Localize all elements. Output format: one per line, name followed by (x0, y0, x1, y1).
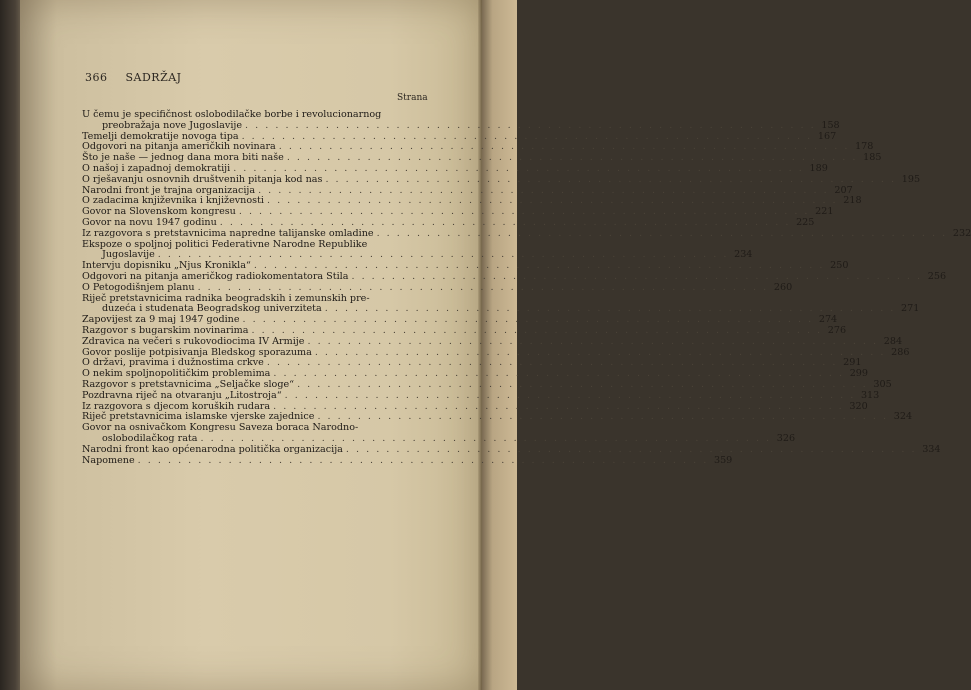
toc-entry-page: 276 (827, 324, 847, 336)
toc-entry-title: preobražaja nove Jugoslavije (102, 119, 243, 131)
table-of-contents (82, 109, 971, 466)
toc-entry-title: Ekspoze o spoljnoj politici Federativne Narodne Republike (82, 238, 368, 250)
toc-entry-title: Odgovori na pitanja američkog radiokomentatora Stila (82, 270, 349, 282)
leader-dots (282, 391, 856, 402)
toc-entry-title: Govor na osnivačkom Kongresu Saveza boraca Narodno- (82, 422, 359, 434)
toc-entry-page: 167 (817, 130, 837, 142)
toc-entry-page: 250 (830, 260, 849, 272)
toc-entry-title: Napomene (82, 454, 135, 466)
toc-entry-page: 234 (734, 249, 753, 261)
section-title: SADRŽAJ (125, 71, 182, 84)
toc-entry-page: 195 (901, 173, 921, 185)
toc-entry-title: Jugoslavije (102, 249, 155, 261)
toc-entry-title: O našoj i zapadnoj demokratiji (82, 162, 231, 174)
book-edge-left (0, 0, 22, 690)
leader-dots (314, 412, 888, 423)
toc-entry-page: 324 (893, 411, 913, 423)
toc-entry-page: 178 (855, 141, 874, 153)
toc-entry-page: 291 (843, 357, 862, 369)
toc-entry (82, 443, 941, 456)
toc-entry-title: Iz razgovora s pretstavnicima napredne talijanske omladine (82, 227, 374, 239)
toc-entry-title: O zadacima književnika i književnosti (82, 195, 264, 207)
page-header (85, 71, 435, 84)
page-number: 366 (85, 71, 108, 84)
toc-entry-page: 299 (849, 368, 868, 380)
toc-entry-page: 221 (815, 206, 834, 218)
toc-entry-page: 158 (821, 119, 840, 131)
toc-entry-title: Narodni front kao općenarodna politička organizacija (82, 443, 343, 455)
leader-dots (374, 229, 948, 240)
toc-entry (82, 454, 733, 467)
toc-entry-title: Riječ pretstavnicima radnika beogradskih i zemunskih pre- (82, 292, 370, 304)
toc-entry-title: Razgovor s pretstavnicima „Seljačke sloge“ (82, 378, 295, 390)
toc-entry-title: Intervju dopisniku „Njus Kronikla“ (82, 260, 251, 272)
toc-entry-page: 284 (883, 335, 903, 347)
toc-entry-title: Riječ pretstavnicima islamske vjerske zajednice (82, 411, 315, 423)
toc-entry-title: O rješavanju osnovnih društvenih pitanja kod nas (82, 173, 323, 185)
toc-entry-title: Što je naše — jednog dana mora biti naše (82, 152, 284, 164)
toc-entry-title: U čemu je specifičnost oslobodilačke borbe i revolucionarnog (82, 109, 382, 120)
toc-entry (82, 119, 840, 132)
toc-entry-title: Zapovijest za 9 maj 1947 godine (82, 314, 240, 326)
toc-entry-title: Odgovori na pitanja američkih novinara (82, 141, 276, 153)
toc-entry (82, 173, 921, 186)
toc-entry-page: 225 (796, 216, 815, 228)
toc-entry-page: 334 (922, 443, 941, 455)
leader-dots (135, 456, 709, 467)
toc-entry (82, 335, 903, 348)
toc-entry (82, 227, 971, 240)
leader-dots (304, 337, 878, 348)
toc-entry-page: 207 (834, 184, 853, 196)
toc-entry-title: Iz razgovora s djecom koruških rudara (82, 400, 271, 412)
leader-dots (343, 445, 917, 456)
toc-entry-page: 313 (860, 389, 880, 401)
toc-entry-title: Govor na novu 1947 godinu (82, 216, 217, 228)
column-label: Strana (397, 93, 428, 103)
toc-entry-title: Temelji demokratije novoga tipa (82, 130, 239, 142)
toc-entry-page: 305 (873, 378, 892, 390)
toc-entry-title: Zdravica na večeri s rukovodiocima IV Armije (82, 335, 305, 347)
toc-entry-page: 256 (927, 270, 947, 282)
leader-dots (242, 121, 816, 132)
toc-entry-title: Govor poslije potpisivanja Bledskog sporazuma (82, 346, 312, 358)
toc-entry-page: 260 (773, 281, 793, 293)
toc-entry-title: O Petogodišnjem planu (82, 281, 195, 293)
toc-entry-title: Govor na Slovenskom kongresu (82, 206, 236, 218)
toc-entry-title: O državi, pravima i dužnostima crkve (82, 357, 264, 369)
toc-entry-page: 274 (818, 314, 838, 326)
leader-dots (195, 283, 769, 294)
leader-dots (322, 175, 896, 186)
toc-entry-title: Pozdravna riječ na otvaranju „Litostroja“ (82, 389, 282, 401)
toc-entry-page: 232 (952, 227, 971, 239)
toc-entry-page: 326 (776, 432, 796, 444)
toc-entry-title: duzeća i studenata Beogradskog univerziteta (102, 303, 322, 315)
toc-entry (82, 281, 793, 294)
toc-entry-page: 271 (901, 303, 920, 315)
toc-entry-page: 320 (849, 400, 868, 412)
toc-entry-title: Narodni front je trajna organizacija (82, 184, 256, 196)
toc-entry-page: 286 (891, 346, 910, 358)
toc-entry (82, 389, 880, 402)
toc-entry-page: 185 (863, 152, 882, 164)
toc-entry-page: 189 (809, 162, 828, 174)
toc-entry-title: O nekim spoljnopolitičkim problemima (82, 368, 271, 380)
toc-entry-page: 359 (713, 454, 733, 466)
toc-entry-title: oslobodilačkog rata (102, 432, 198, 444)
toc-entry-title: Razgovor s bugarskim novinarima (82, 324, 249, 336)
toc-entry-page: 218 (843, 195, 862, 207)
